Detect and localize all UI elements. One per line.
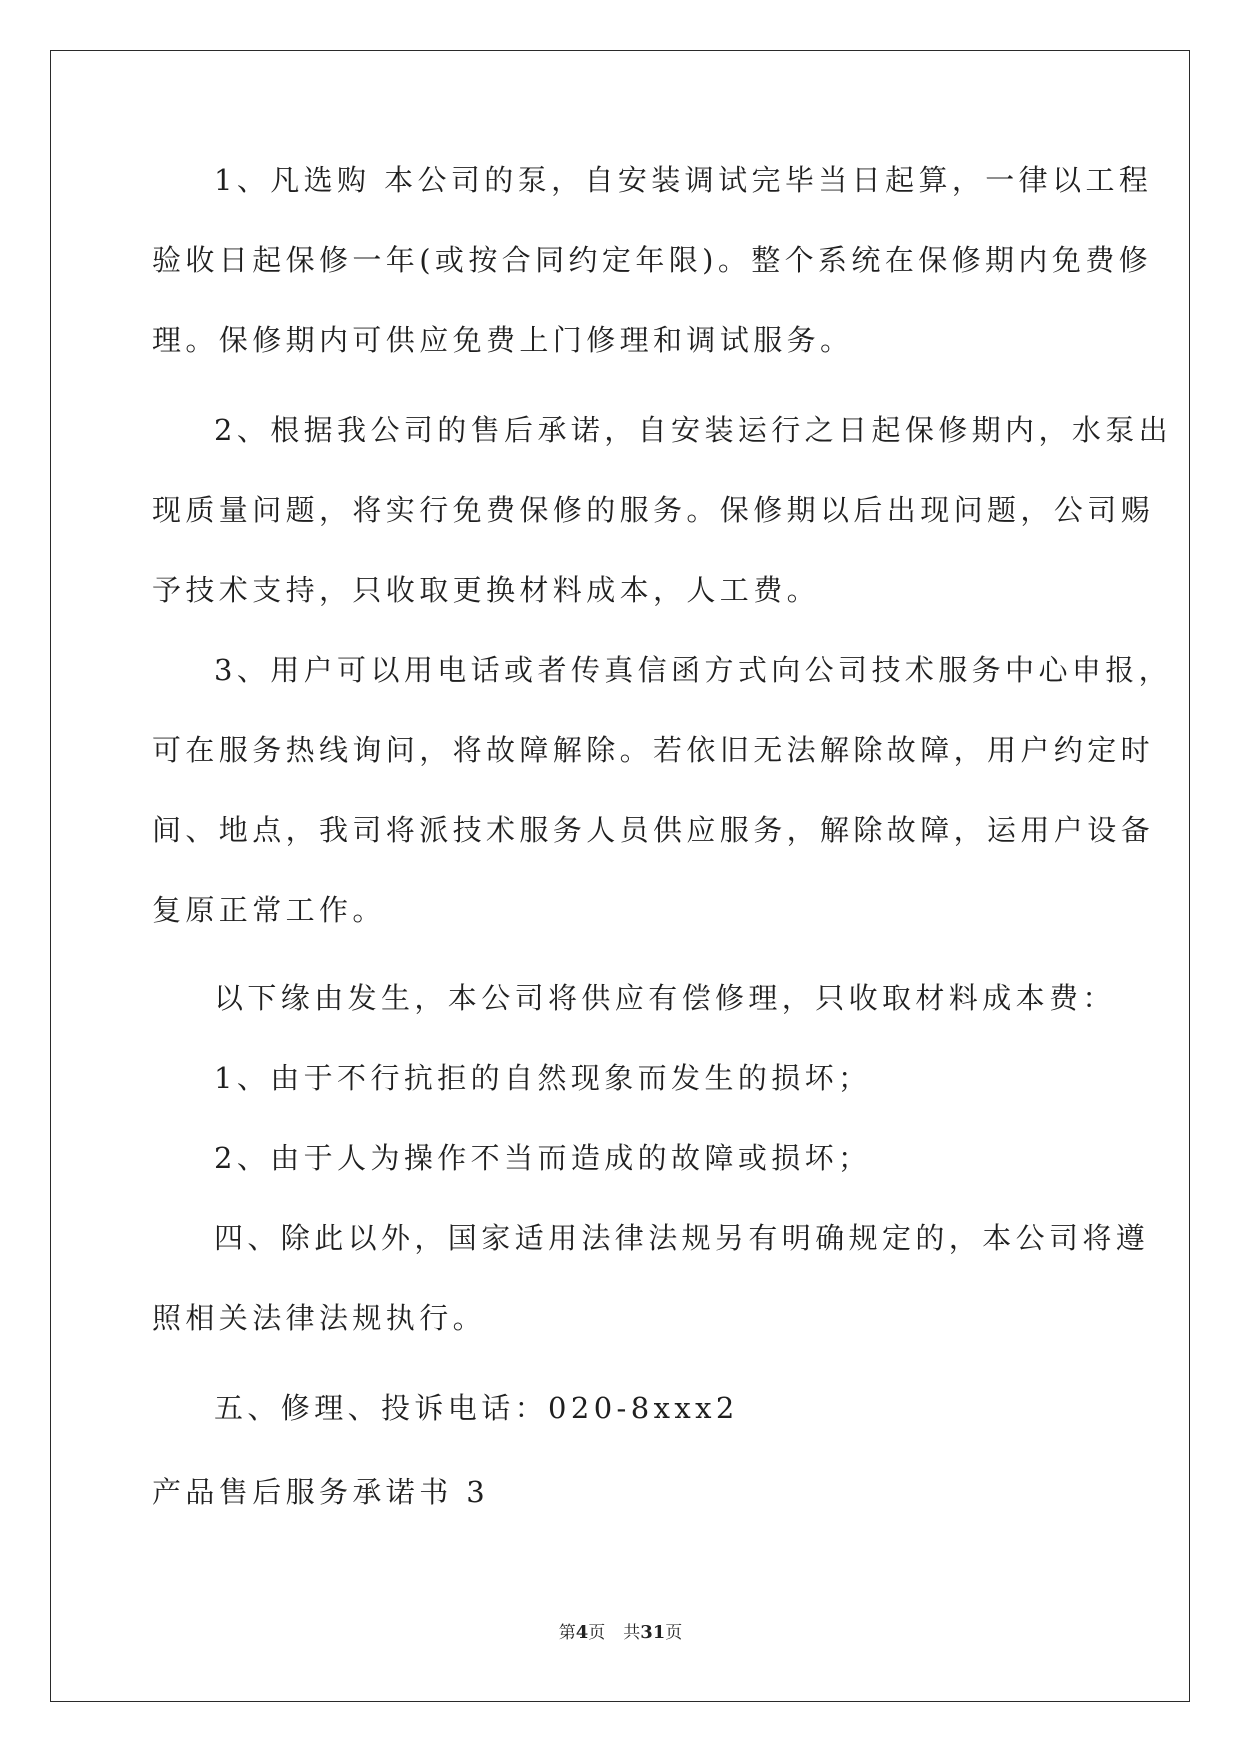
section-five-phone: 五、修理、投诉电话：020-8xxx2	[214, 1391, 739, 1425]
paragraph-2-line-3: 予技术支持，只收取更换材料成本，人工费。	[152, 573, 821, 607]
footer-page-number: 4	[575, 1622, 589, 1643]
paragraph-3-line-3: 间、地点，我司将派技术服务人员供应服务，解除故障，运用户设备	[152, 813, 1155, 847]
paragraph-2-line-1: 2、根据我公司的售后承诺，自安装运行之日起保修期内，水泵出	[214, 413, 1173, 447]
paragraph-1-line-3: 理。保修期内可供应免费上门修理和调试服务。	[152, 323, 854, 357]
section-four-line-2: 照相关法律法规执行。	[152, 1301, 487, 1335]
paragraph-3-line-2: 可在服务热线询问，将故障解除。若依旧无法解除故障，用户约定时	[152, 733, 1155, 767]
page-border	[50, 50, 1190, 1702]
footer-total-suffix: 页	[665, 1623, 683, 1643]
page-footer	[0, 1618, 1241, 1643]
paragraph-1-line-1: 1、凡选购 本公司的泵，自安装调试完毕当日起算，一律以工程	[214, 163, 1153, 197]
paragraph-1-line-2: 验收日起保修一年(或按合同约定年限)。整个系统在保修期内免费修	[152, 243, 1153, 277]
paragraph-2-line-2: 现质量问题，将实行免费保修的服务。保修期以后出现问题，公司赐	[152, 493, 1155, 527]
paragraph-3-line-4: 复原正常工作。	[152, 893, 386, 927]
footer-total-prefix: 共	[623, 1623, 641, 1643]
footer-page-prefix: 第	[558, 1623, 576, 1643]
paid-repair-item-1: 1、由于不行抗拒的自然现象而发生的损坏；	[214, 1061, 872, 1095]
footer-page-suffix: 页	[588, 1623, 606, 1643]
paid-repair-intro: 以下缘由发生，本公司将供应有偿修理，只收取材料成本费：	[214, 981, 1116, 1015]
paid-repair-item-2: 2、由于人为操作不当而造成的故障或损坏；	[214, 1141, 872, 1175]
section-four-line-1: 四、除此以外，国家适用法律法规另有明确规定的，本公司将遵	[214, 1221, 1150, 1255]
paragraph-3-line-1: 3、用户可以用电话或者传真信函方式向公司技术服务中心申报，	[214, 653, 1173, 687]
next-section-title: 产品售后服务承诺书 3	[152, 1475, 490, 1509]
footer-total-pages: 31	[640, 1622, 666, 1643]
